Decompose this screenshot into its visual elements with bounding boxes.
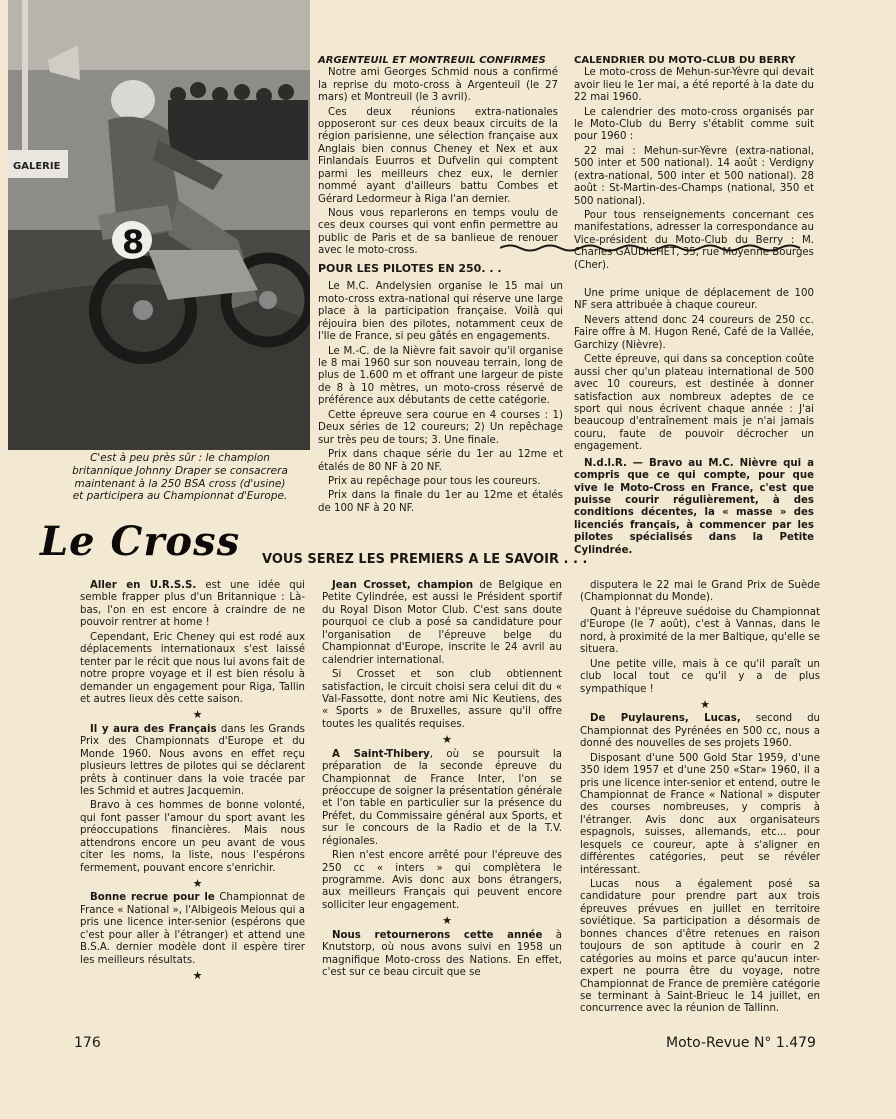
paragraph [80, 800, 305, 875]
section-subtitle: VOUS SEREZ LES PREMIERS A LE SAVOIR . . . [262, 552, 588, 567]
bottom-column-3 [580, 580, 820, 1018]
paragraph [80, 632, 305, 707]
paragraph: Le calendrier des moto-cross organisés par le Moto-Club du Berry s'établit comme suit pour 1960 : [574, 106, 814, 143]
headline-calendrier: CALENDRIER DU MOTO-CLUB DU BERRY [574, 55, 796, 66]
paragraph: Prix dans chaque série du 1er au 12me et étalés de 80 NF à 20 NF. [318, 449, 563, 473]
lead-text: Bonne recrue pour le [90, 892, 215, 904]
paragraph [580, 659, 820, 696]
lead-text: Il y aura des Français [90, 723, 217, 735]
body-text: Disposant d'une 500 Gold Star 1959, d'une 350 idem 1957 et d'une 250 «Star» 1960, il a pris une licence inter-senior et entend, outre le Championnat de France « National » disputer des courses nombreuses, y compris à l'étranger. Avis donc aux organisateurs espagnols, suisses, allemands, etc... pour lesquels ce coureur, apte à s'aligner en différentes catégories, peut se révéler intéressant. [580, 752, 820, 876]
section-title: Le Cross [40, 518, 241, 565]
star-separator: ★ [442, 733, 452, 747]
lead-text: Jean Crosset, champion [332, 580, 474, 591]
paragraph: Notre ami Georges Schmid nous a confirmé la reprise du moto-cross à Argenteuil (le 27 mars) et Montreuil (le 3 avril). [318, 67, 558, 104]
paragraph [322, 850, 562, 912]
wavy-divider [500, 243, 810, 253]
body-text: Rien n'est encore arrêté pour l'épreuve des 250 cc « inters » qui complètera le programme. Avis donc aux bons étrangers, aux meilleurs Français qui peuvent encore solliciter leur engagement. [322, 850, 562, 911]
body-text: Lucas nous a également posé sa candidature pour prendre part aux trois épreuves prévues en juillet en territoire soviétique. Sa participation a désormais de bonnes chances d'être retenues en raison toujours de son aptitude à courir en 2 catégories au moins et parce qu'aucun inter-expert ne pourra être du voyage, notre Championnat de France de première catégorie se terminant à Saint-Brieuc le 14 juillet, en concurrence avec la réunion de Tallinn. [580, 879, 820, 1015]
pilots-250-article [318, 262, 563, 517]
body-text: de Belgique en Petite Cylindrée, est aussi le Président sportif du Royal Dison Motor Club. C'est sans doute pourquoi ce club a posé sa candidature pour l'organisation de l'épreuve belge du Championnat d'Europe, inscrite le 24 avril au calendrier international. [322, 580, 562, 666]
bottom-column-1 [80, 580, 305, 984]
editor-note: N.d.l.R. — Bravo au M.C. Nièvre qui a compris que ce qui compte, pour que vive le Moto-Cross en France, c'est que puisse courir régulièrement, à des conditions décentes, la « masse » des licenciés français, à commencer par les pilotes spécialisés dans la Petite Cylindrée. [574, 457, 814, 556]
section-banner [40, 518, 880, 568]
paragraph: Le M.-C. de la Nièvre fait savoir qu'il organise le 8 mai 1960 sur son nouveau terrain, long de plus de 1.600 m et offrant une largeur de piste de 8 à 10 mètres, un moto-cross réservé de préférence aux débutants de cette catégorie. [318, 345, 563, 407]
paragraph: Nevers attend donc 24 coureurs de 250 cc. Faire offre à M. Hugon René, Café de la Vallée, Garchizy (Nièvre). [574, 314, 814, 351]
body-text: disputera le 22 mai le Grand Prix de Suède (Championnat du Monde). [580, 580, 820, 604]
paragraph: Cette épreuve, qui dans sa conception coûte aussi cher qu'un plateau international de 500 avec 10 coureurs, est destinée à donner satisfaction aux nombreux adeptes de ce sport qui nous écrivent chaque année : J'ai beaucoup d'entraînement mais je n'ai jamais couru, faute de pouvoir décrocher un engagement. [574, 354, 814, 453]
lead-text: A Saint-Thibery [332, 748, 430, 760]
paragraph [322, 669, 562, 731]
paragraph: Le moto-cross de Mehun-sur-Yèvre qui devait avoir lieu le 1er mai, a été reporté à la date du 22 mai 1960. [574, 67, 814, 104]
body-text: est une idée qui semble frapper plus d'un Britannique : Là-bas, l'on en est encore à craindre de ne pouvoir rentrer at home ! [80, 580, 305, 629]
body-text: , où se poursuit la préparation de la seconde épreuve du Championnat de France Inter, l'on se préoccupe de soigner la présentation générale et l'on table en particulier sur la présence du Préfet, du Commissaire général aux Sports, et sur le concours de la Radio et de la T.V. régionales. [322, 748, 562, 847]
paragraph [80, 580, 305, 630]
headline-argenteuil: ARGENTEUIL ET MONTREUIL CONFIRMES [318, 55, 546, 66]
paragraph [580, 607, 820, 657]
star-separator: ★ [442, 914, 452, 928]
page-number: 176 [74, 1035, 101, 1051]
magazine-issue: Moto-Revue N° 1.479 [666, 1035, 816, 1051]
star-separator: ★ [192, 969, 203, 983]
body-text: Championnat de France « National », l'Albigeois Melous qui a pris une licence inter-senior (espérons que c'est pour aller à l'étranger) et attend une B.S.A. dernier modèle dont il espère tirer les meilleurs résultats. [80, 892, 305, 966]
body-text: à Knutstorp, où nous avons suivi en 1958 un magnifique Moto-cross des Nations. En effet, c'est sur ce beau circuit que se [322, 929, 563, 979]
photo-caption: C'est à peu près sûr : le champion britannique Johnny Draper se consacrera maintenant à la 250 BSA cross (d'usine) et participera au Championnat d'Europe. [72, 452, 288, 503]
top-middle-article [318, 55, 558, 260]
body-text: Quant à l'épreuve suédoise du Championnat d'Europe (le 7 août), c'est à Vannas, dans le nord, à proximité de la mer Baltique, qu'elle se situera. [580, 606, 820, 656]
paragraph: Pour tous renseignements concernant ces manifestations, adresser la correspondance au Vice-président du Moto-Club du Berry : M. Charles GAUDICHET, 35, rue Moyenne Bourges (Cher). [574, 210, 814, 271]
paragraph: Une prime unique de déplacement de 100 NF sera attribuée à chaque coureur. [574, 288, 814, 312]
body-text: Cependant, Eric Cheney qui est rodé aux déplacements internationaux s'est laissé tenter par le récit que nous lui avons fait de notre propre voyage et il est bien résolu à demander un engagement pour Riga, Tallin et autres lieux dès cette saison. [80, 631, 305, 705]
paragraph [580, 580, 820, 605]
paragraph: Le M.C. Andelysien organise le 15 mai un moto-cross extra-national qui réserve une large place à la participation française. Voilà qui réjouira bien des pilotes, notamment ceux de l'Ile de France, si peu gâtés en engagements. [318, 281, 563, 343]
paragraph: Ces deux réunions extra-nationales opposeront sur ces deux beaux circuits de la région parisienne, une sélection française aux Anglais bien connus Cheney et Nex et aux Finlandais Euurros et Dufvelin qui comptent parmi les meilleurs chez eux, le dernier nommé ayant d'ailleurs battu Combes et Gérard Ledormeur à Riga l'an dernier. [318, 106, 558, 205]
paragraph: Nous vous reparlerons en temps voulu de ces deux courses qui vont enfin permettre au public de Paris et de sa banlieue de renouer avec le moto-cross. [318, 208, 558, 257]
star-separator: ★ [192, 708, 203, 722]
paragraph [80, 892, 305, 967]
paragraph: Prix au repêchage pour tous les coureurs. [328, 475, 541, 487]
star-separator: ★ [192, 877, 203, 891]
paragraph [580, 753, 820, 877]
paragraph [322, 580, 562, 667]
paragraph: 22 mai : Mehun-sur-Yèvre (extra-national, 500 inter et 500 national). 14 août : Verdigny (extra-national, 500 inter et 500 national). 28 août : St-Martin-des-Champs (national, 350 et 500 national). [574, 145, 814, 207]
paragraph [322, 749, 562, 849]
body-text: second du Championnat des Pyrénées en 500 cc, nous a donné des nouvelles de ses projets 1960. [580, 713, 821, 750]
bottom-column-2 [322, 580, 562, 982]
paragraph: Cette épreuve sera courue en 4 courses : 1) Deux séries de 12 coureurs; 2) Un repêchage sur très peu de tours; 3. Une finale. [318, 409, 563, 446]
sign-text: GALERIE [13, 161, 61, 172]
lead-text: De Puylaurens, Lucas, [590, 713, 741, 725]
paragraph [80, 724, 305, 799]
paragraph [322, 930, 562, 980]
paragraph [580, 879, 820, 1016]
paragraph: Prix dans la finale du 1er au 12me et étalés de 100 NF à 20 NF. [318, 490, 563, 514]
motocross-photo [8, 0, 310, 450]
star-separator: ★ [700, 697, 710, 711]
paragraph [580, 713, 820, 750]
bib-number: 8 [122, 223, 145, 261]
body-text: Une petite ville, mais à ce qu'il paraît un club local tout ce qu'il y a de plus sympathique ! [580, 658, 820, 695]
lead-text: Aller en U.R.S.S. [90, 580, 197, 591]
body-text: Si Crosset et son club obtiennent satisfaction, le circuit choisi sera celui dit du « Val-Fassotte, dont notre ami Nic Keutiens, des « Sports » de Bruxelles, assure qu'il offre toutes les qualités requises. [322, 669, 562, 730]
body-text: dans les Grands Prix des Championnats d'Europe et du Monde 1960. Nous avons en effet reçu plusieurs lettres de pilotes qui se déclarent prêts à continuer dans la voie tracée par les Schmid et autres Jacquemin. [80, 723, 305, 797]
top-right-article [574, 55, 814, 274]
headline-pilotes-250: POUR LES PILOTES EN 250. . . [318, 262, 502, 275]
lead-text: Nous retournerons cette année [332, 929, 543, 941]
body-text: Bravo à ces hommes de bonne volonté, qui font passer l'amour du sport avant les préoccupations financières. Mais nous attendrons encore un peu avant de vous citer les noms, la liste, nous l'espérons fermement, pouvant encore s'enrichir. [80, 800, 305, 874]
